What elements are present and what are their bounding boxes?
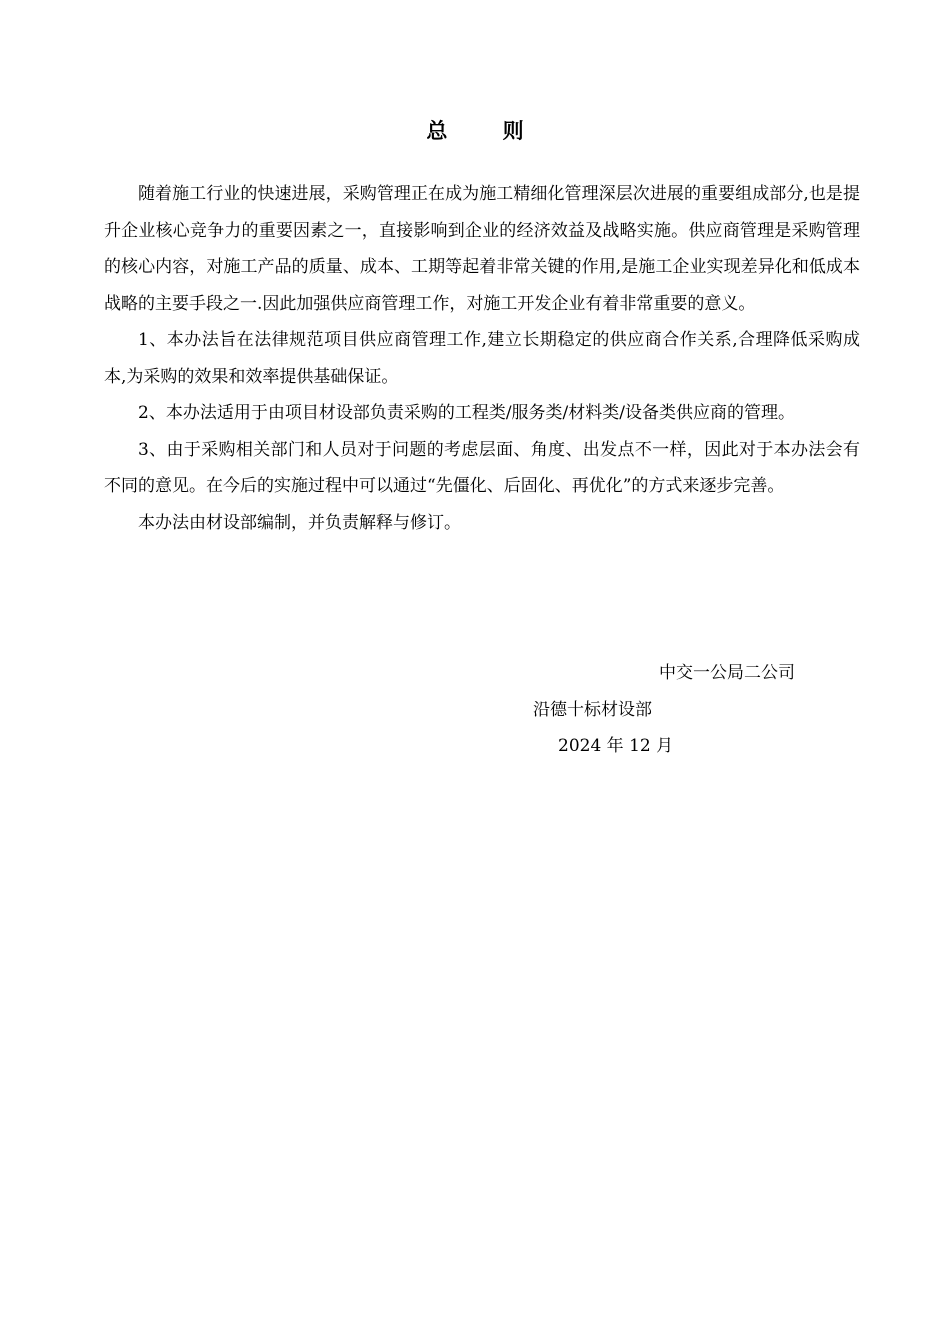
signature-date: 2024 年 12 月 (558, 736, 674, 756)
clause-1-paragraph: 1、本办法旨在法律规范项目供应商管理工作,建立长期稳定的供应商合作关系,合理降低采购成本,为采购的效果和效率提供基础保证。 (104, 330, 860, 387)
document-title: 总 则 (426, 118, 548, 143)
signature-department: 沿德十标材设部 (533, 700, 652, 720)
document-body (104, 176, 860, 541)
signature-organization: 中交一公局二公司 (659, 663, 795, 683)
clause-2-paragraph: 2、本办法适用于由项目材设部负责采购的工程类/服务类/材料类/设备类供应商的管理。 (138, 403, 795, 423)
closing-paragraph: 本办法由材设部编制，并负责解释与修订。 (138, 512, 461, 533)
intro-paragraph: 随着施工行业的快速进展，采购管理正在成为施工精细化管理深层次进展的重要组成部分,也是提升企业核心竞争力的重要因素之一，直接影响到企业的经济效益及战略实施。供应商管理是采购管理的核心内容，对施工产品的质量、成本、工期等起着非常关键的作用,是施工企业实现差异化和低成本战略的主要手段之一.因此加强供应商管理工作，对施工开发企业有着非常重要的意义。 (104, 184, 860, 314)
clause-3-paragraph: 3、由于采购相关部门和人员对于问题的考虑层面、角度、出发点不一样，因此对于本办法会有不同的意见。在今后的实施过程中可以通过“先僵化、后固化、再优化”的方式来逐步完善。 (104, 439, 860, 496)
